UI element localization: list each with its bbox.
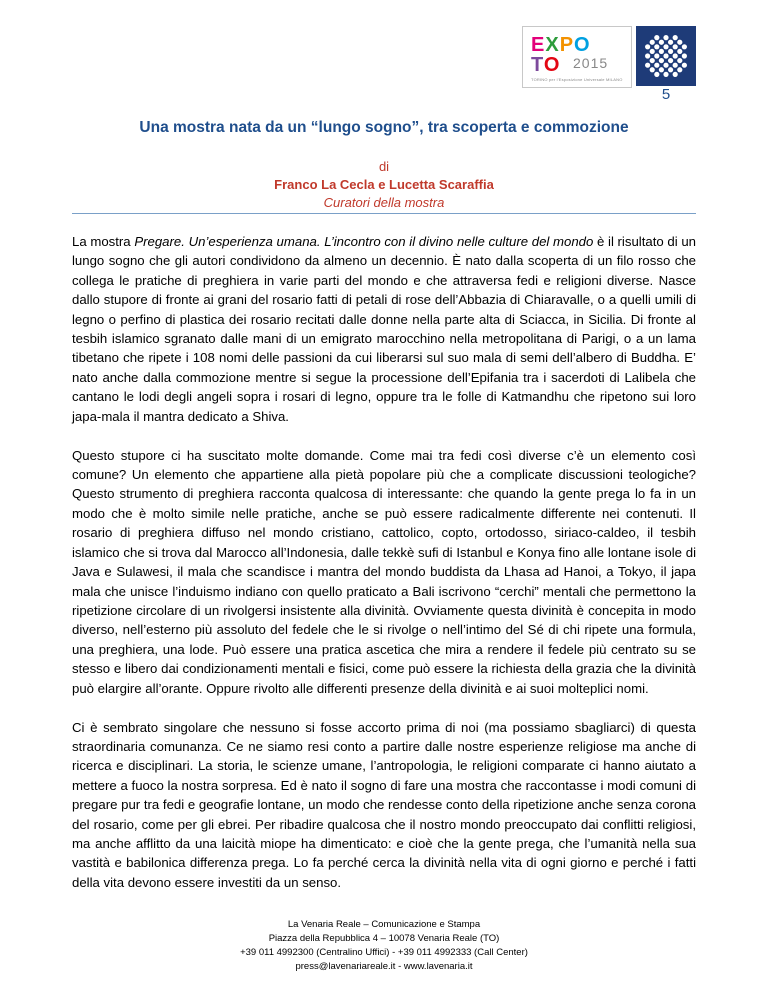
emblem-dot: [663, 53, 668, 58]
emblem-dot: [673, 35, 678, 40]
emblem-dot: [659, 49, 664, 54]
article-body: [72, 232, 696, 912]
emblem-dot: [663, 72, 668, 77]
emblem-dot: [682, 53, 687, 58]
footer-line: press@lavenariareale.it - www.lavenaria.it: [295, 961, 473, 972]
footer-line: La Venaria Reale – Comunicazione e Stampa: [287, 919, 481, 930]
emblem-dot: [654, 72, 659, 77]
logo-year: 2015: [573, 55, 609, 71]
emblem-dot: [650, 58, 655, 63]
logo-letter: O: [574, 34, 591, 56]
emblem-dot: [663, 44, 668, 49]
emblem-dot: [682, 63, 687, 68]
footer-line: +39 011 4992300 (Centralino Uffici) - +39 011 4992333 (Call Center): [240, 947, 528, 958]
emblem-dot: [654, 35, 659, 40]
emblem-dot: [663, 63, 668, 68]
emblem-dot: [668, 49, 673, 54]
emblem-dot: [650, 67, 655, 72]
p1-lead: La mostra: [72, 234, 135, 249]
byline-di: di: [378, 159, 390, 174]
emblem-dot: [673, 72, 678, 77]
emblem-dot: [654, 63, 659, 68]
logo-letter: T: [531, 54, 544, 76]
emblem-dot: [677, 40, 682, 45]
emblem-dot: [668, 67, 673, 72]
emblem-dot: [650, 40, 655, 45]
emblem-dot: [668, 58, 673, 63]
emblem-dot: [668, 40, 673, 45]
emblem-dot: [677, 49, 682, 54]
paragraph-1: [72, 232, 696, 426]
logo-letter: E: [531, 34, 546, 56]
emblem-dot: [654, 53, 659, 58]
emblem-dot: [659, 58, 664, 63]
page-footer: [72, 918, 696, 974]
article-title: Una mostra nata da un “lungo sogno”, tra scoperta e commozione: [139, 119, 629, 136]
page-number: 5: [661, 86, 671, 103]
emblem-dot: [673, 44, 678, 49]
emblem-dot: [654, 44, 659, 49]
footer-line: Piazza della Repubblica 4 – 10078 Venaria Reale (TO): [268, 933, 500, 944]
title-divider: [72, 213, 696, 214]
logo-letter: O: [543, 54, 561, 76]
expo-2015-logo: [522, 26, 632, 88]
emblem-dot: [645, 44, 650, 49]
exhibition-title: Pregare. Un’esperienza umana. L’incontro con il divino nelle culture del mondo: [134, 234, 594, 249]
emblem-dot: [645, 63, 650, 68]
byline-authors: Franco La Cecla e Lucetta Scaraffia: [274, 177, 494, 192]
emblem-dot: [663, 35, 668, 40]
emblem-dot: [645, 53, 650, 58]
emblem-dot: [673, 63, 678, 68]
logo-subtitle: TORINO per l'Esposizione Universale MILANO: [531, 77, 623, 82]
p1-rest: è il risultato di un lungo sogno che gli autori condividono da almeno un decennio. È nato dalla scoperta di un filo rosso che collega le pratiche di preghiera in varie parti del mondo e che attraversa fedi e religioni diverse. Nasce dallo stupore di fronte ai grani del rosario fatti di petali di rose dell’Abbazia di Chiaravalle, o a quelli umili di legno o perfino di plastica dei rosario recitati dalle donne nella parte alta di Sciacca, in Sicilia. Di fronte al tesbih islamico sgranato dalle mani di un emigrato marocchino nella metropolitana di Parigi, o a un lama tibetano che ripete i 108 nomi delle passioni da cui liberarsi sul suo mala di semi dell’albero di Buddha. E’ nato anche dalla commozione mentre si segue la processione dell’Epifania tra i sacerdoti di Lalibela che cantano le lodi degli angeli sopra i rosari di legno, oppure tra le folle di Katmandhu che ripetono sui loro japa-mala il mantra dedicato a Shiva.: [72, 234, 696, 424]
paragraph-3: Ci è sembrato singolare che nessuno si fosse accorto prima di noi (ma possiamo sbagliarci) di questa straordinaria comunanza. Ce ne siamo resi conto a partire dalle nostre esperienze religiose ma anche di ricerca e disciplinari. La storia, le scienze umane, l’antropologia, le religioni comparate ci hanno aiutato a mettere a fuoco la nostra sorpresa. Ed è nato il sogno di fare una mostra che raccontasse i modi comuni di pregare pur tra fedi e geografie lontane, un modo che rendesse conto della ripetizione anche senza corona del rosario, come per gli ebrei. Per ribadire qualcosa che il nostro mondo preoccupato dai conflitti religiosi, ma anche afflitto da una laicità miope ha dimenticato: e cioè che la gente prega, che l’umanità nella sua vastità e babilonica differenza prega. Lo fa perché cerca la divinità nella vita di ogni giorno e perché i fatti della vita devono essere investiti da un senso.: [72, 719, 696, 890]
emblem-dot: [682, 44, 687, 49]
logo-letter: X: [545, 34, 560, 56]
emblem-dot: [673, 53, 678, 58]
emblem-dot: [659, 67, 664, 72]
emblem-dot: [659, 40, 664, 45]
paragraph-2: Questo stupore ci ha suscitato molte domande. Come mai tra fedi così diverse c’è un elemento così comune? Un elemento che appartiene alla pietà popolare più che a complicate discussioni teologiche? Questo strumento di preghiera racconta qualcosa di interessante: che quando la gente prega lo fa in un modo che è molto simile nelle pratiche, anche se può essere radicalmente differente nei contenuti. Il rosario di preghiera diffuso nel mondo cristiano, cattolico, copto, ortodosso, siriaco-caldeo, il tesbih islamico che si trova dal Marocco all’Indonesia, dalle tekkè sufi di Istanbul e Konya fino alle lontane isole di Java e Sulawesi, il mala che scandisce i mantra del mondo buddista da Lhasa ad Hanoi, a Tokyo, il japa mala che unisce l’induismo indiano con quello praticato a Bali iscrivono “cerchi” mentali che permettono la ripetizione circolare di un rivolgersi insistente alla divinità. Ovviamente questa divinità è concepita in modo diverso, nell’esterno più assoluto del fedele che le si rivolge o nell’intimo del Sé di chi ripete una formula, una preghiera, una lode. Può essere una pratica ascetica che mira a rendere il fedele più centrato su se stesso e libero dai condizionamenti mentali e fisici, come può essere la richiesta della grazia che la divinità può elargire all’orante. Oppure rivolto alle differenti presenze della divinità e ai suoi molteplici nomi.: [72, 447, 696, 696]
byline-role: Curatori della mostra: [323, 195, 445, 210]
diamond-dot-grid-icon: [636, 26, 696, 86]
logo-letter: P: [559, 34, 575, 56]
emblem-dot: [677, 67, 682, 72]
emblem-dot: [677, 58, 682, 63]
emblem-dot: [650, 49, 655, 54]
byline: [72, 158, 696, 212]
header-logos: [522, 26, 696, 88]
